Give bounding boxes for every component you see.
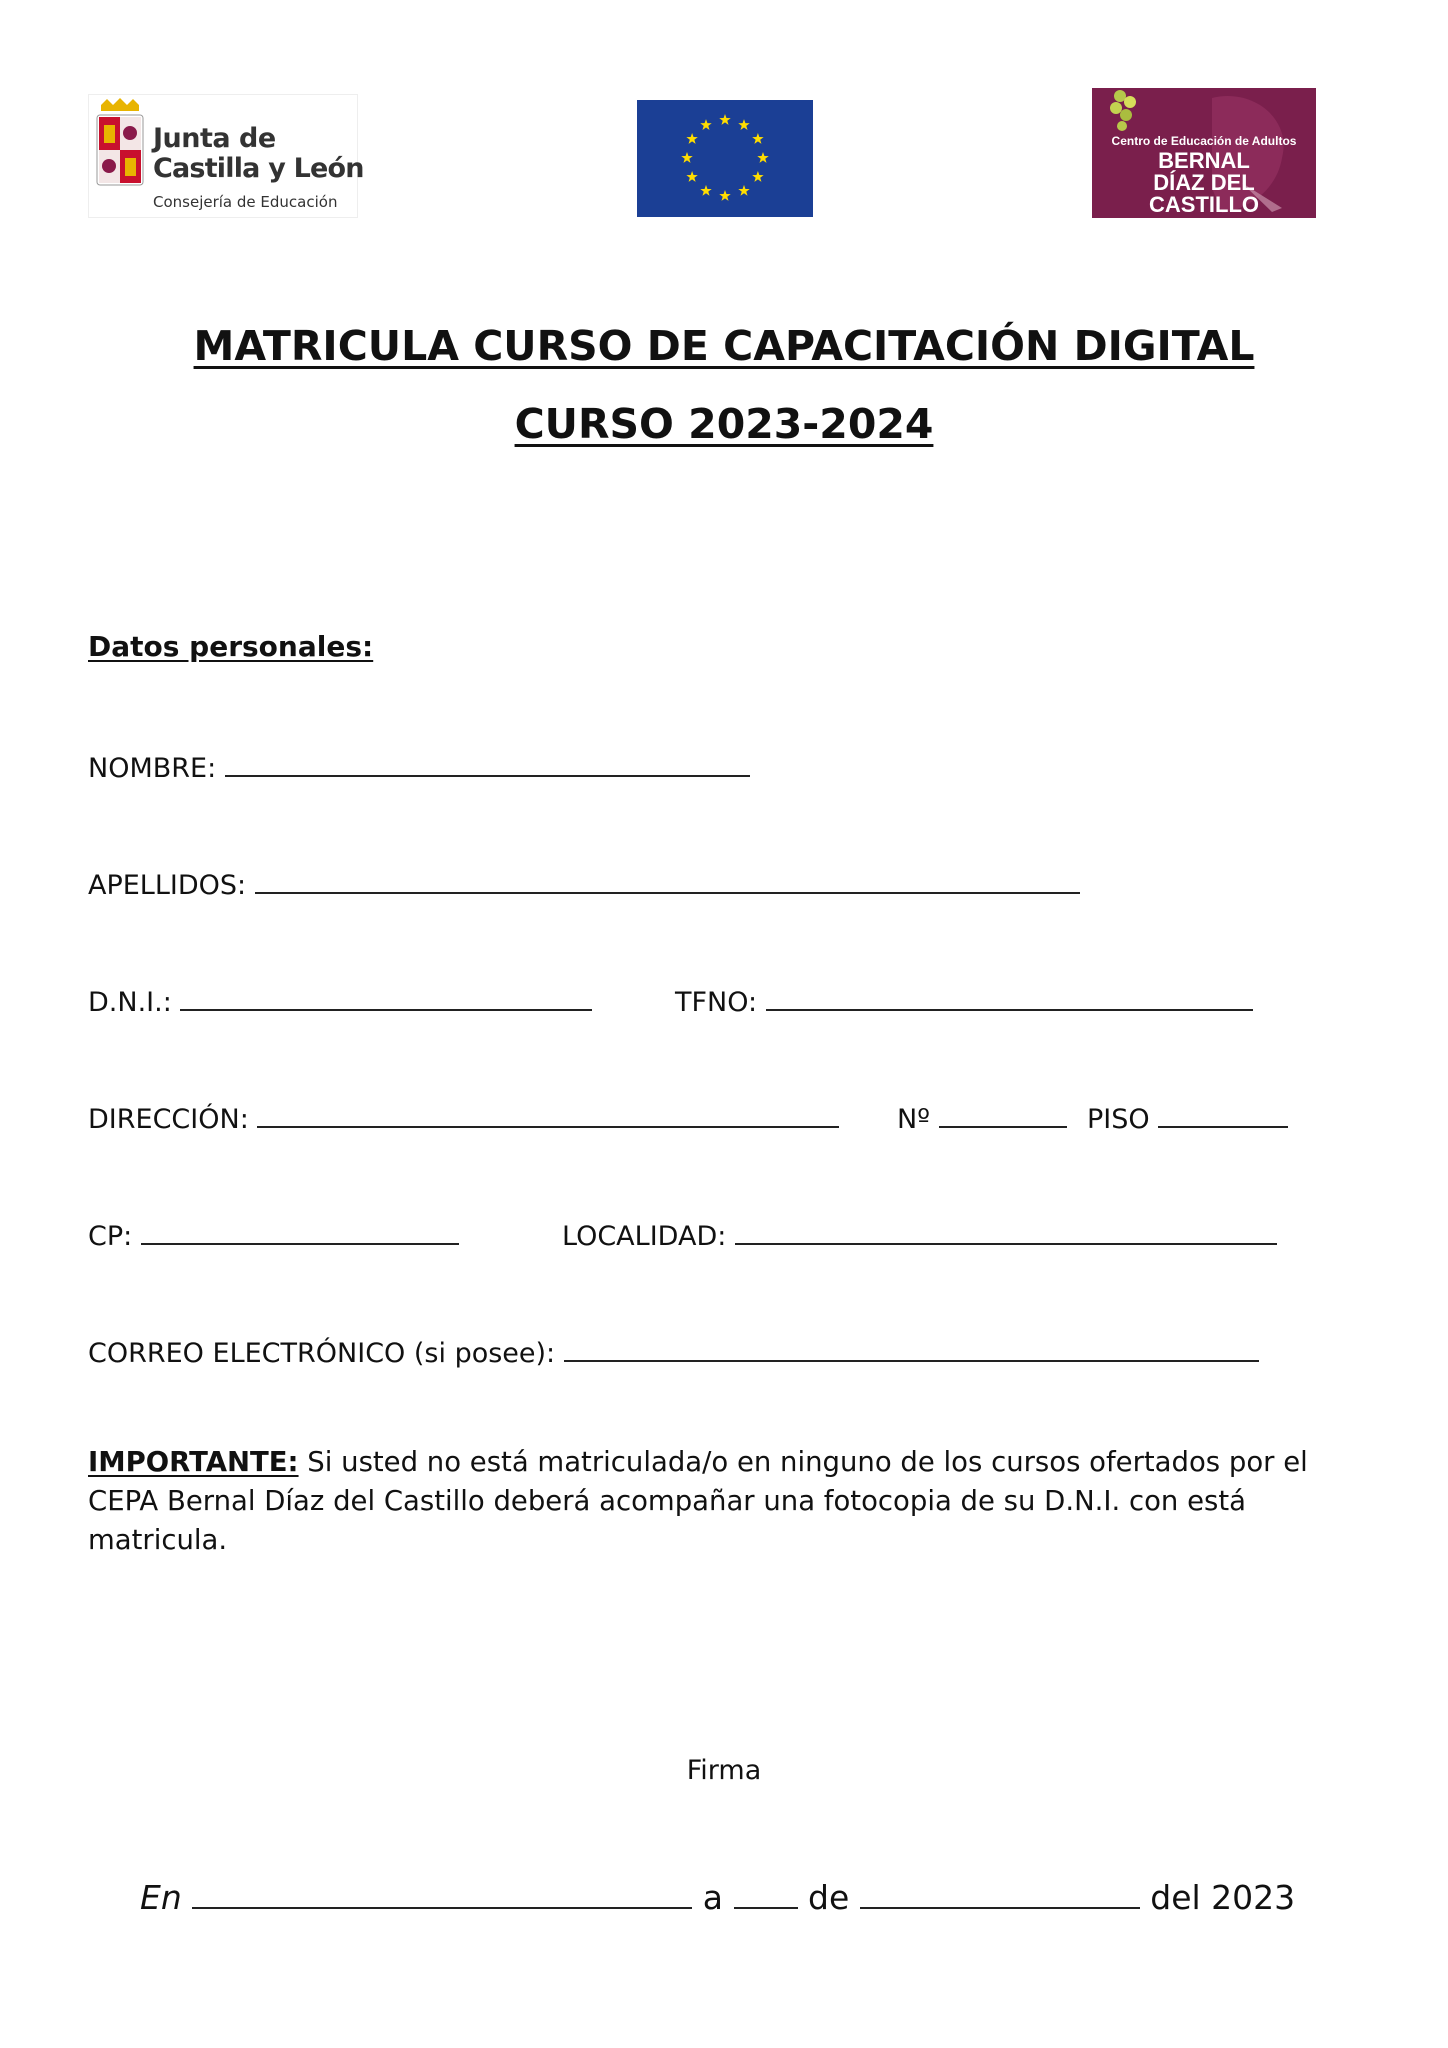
tfno-row — [675, 981, 1253, 1018]
cepa-name-line1: BERNAL — [1158, 148, 1250, 173]
jcyl-name-line2: Castilla y León — [153, 153, 364, 184]
firma-label: Firma — [686, 1755, 762, 1786]
eu-star-icon — [681, 152, 692, 163]
nombre-label: NOMBRE: — [88, 753, 217, 784]
eu-star-icon — [686, 171, 697, 182]
piso-label: PISO — [1087, 1104, 1150, 1135]
jcyl-department: Consejería de Educación — [153, 193, 338, 211]
eu-star-icon — [738, 119, 749, 130]
piso-row — [1087, 1098, 1288, 1135]
en-label: En — [140, 1878, 182, 1917]
localidad-label: LOCALIDAD: — [562, 1221, 727, 1252]
eu-star-icon — [738, 185, 749, 196]
dni-row — [88, 981, 592, 1018]
piso-field[interactable] — [1158, 1098, 1288, 1128]
cepa-logo — [1092, 88, 1316, 218]
section-heading: Datos personales: — [88, 630, 374, 663]
tfno-field[interactable] — [766, 981, 1253, 1011]
nombre-field[interactable] — [225, 747, 750, 777]
eu-star-icon — [700, 119, 711, 130]
eu-star-icon — [719, 114, 730, 125]
important-text: Si usted no está matriculada/o en ninguno de los cursos ofertados por el CEPA Bernal Díaz del Castillo deberá acompañar una fotocopia de su D.N.I. con está matricula. — [88, 1446, 1308, 1556]
year-label: del 2023 — [1150, 1878, 1296, 1917]
eu-star-icon — [700, 185, 711, 196]
cepa-name-line2: DÍAZ DEL — [1153, 170, 1255, 195]
apellidos-label: APELLIDOS: — [88, 870, 247, 901]
dni-label: D.N.I.: — [88, 987, 172, 1018]
numero-label: Nº — [897, 1104, 930, 1135]
day-field[interactable] — [734, 1873, 798, 1909]
apellidos-field[interactable] — [255, 864, 1080, 894]
de-label: de — [808, 1878, 850, 1917]
dni-field[interactable] — [180, 981, 592, 1011]
numero-field[interactable] — [939, 1098, 1067, 1128]
direccion-row — [88, 1098, 839, 1135]
nombre-row — [88, 747, 750, 784]
eu-star-icon — [757, 152, 768, 163]
localidad-field[interactable] — [735, 1215, 1277, 1245]
important-note — [88, 1443, 1368, 1560]
correo-label: CORREO ELECTRÓNICO (si posee): — [88, 1338, 556, 1369]
cepa-name — [1092, 150, 1316, 216]
eu-star-icon — [686, 133, 697, 144]
eu-flag-icon — [637, 100, 813, 217]
cepa-subtitle: Centro de Educación de Adultos — [1111, 134, 1297, 148]
eu-star-icon — [752, 133, 763, 144]
jcyl-crest-icon — [93, 97, 147, 213]
jcyl-name-line1: Junta de — [153, 123, 276, 154]
month-field[interactable] — [860, 1873, 1140, 1909]
place-date-row — [140, 1873, 1295, 1917]
important-label: IMPORTANTE: — [88, 1446, 299, 1478]
a-label: a — [702, 1878, 723, 1917]
eu-star-icon — [752, 171, 763, 182]
jcyl-logo — [88, 94, 364, 218]
correo-row — [88, 1332, 1259, 1369]
document-title: MATRICULA CURSO DE CAPACITACIÓN DIGITAL — [193, 322, 1255, 370]
place-field[interactable] — [192, 1873, 692, 1909]
cp-field[interactable] — [141, 1215, 459, 1245]
cp-label: CP: — [88, 1221, 133, 1252]
tfno-label: TFNO: — [675, 987, 758, 1018]
document-subtitle: CURSO 2023-2024 — [514, 400, 934, 448]
cp-row — [88, 1215, 459, 1252]
eu-flag-logo — [637, 100, 813, 217]
correo-field[interactable] — [564, 1332, 1259, 1362]
numero-row — [897, 1098, 1067, 1135]
direccion-label: DIRECCIÓN: — [88, 1104, 249, 1135]
eu-star-icon — [719, 190, 730, 201]
direccion-field[interactable] — [257, 1098, 839, 1128]
cepa-name-line3: CASTILLO — [1149, 192, 1259, 217]
apellidos-row — [88, 864, 1080, 901]
localidad-row — [562, 1215, 1277, 1252]
